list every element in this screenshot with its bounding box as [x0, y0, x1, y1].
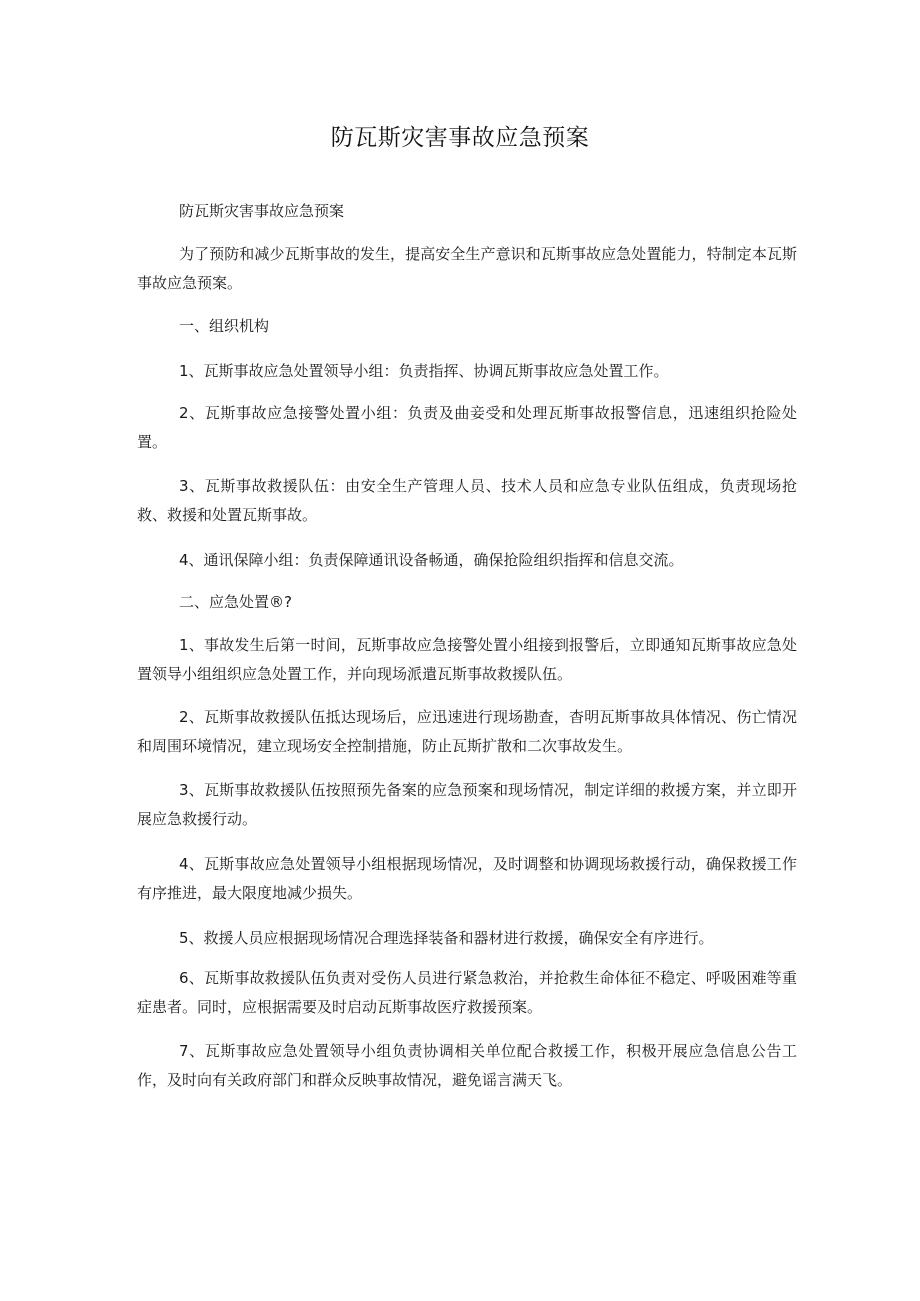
subtitle: 防瓦斯灾害事故应急预案 [179, 202, 345, 220]
list-item: 2、瓦斯事故应急接警处置小组：负责及曲妾受和处理瓦斯事故报警信息，迅速组织抢险处置。 [137, 404, 797, 451]
list-item: 1、瓦斯事故应急处置领导小组：负责指挥、协调瓦斯事故应急处置工作。 [179, 362, 669, 380]
list-item: 5、救援人员应根据现场情况合理选择装备和器材进行救援，确保安全有序进行。 [179, 929, 714, 947]
page-title: 防瓦斯灾害事故应急预案 [330, 125, 590, 151]
list-item: 4、通讯保障小组：负责保障通讯设备畅通，确保抢险组织指挥和信息交流。 [179, 551, 684, 569]
list-item: 6、瓦斯事故救援队伍负责对受伤人员进行紧急救治，并抢救生命体征不稳定、呼吸困难等重症患者。同时，应根据需要及时启动瓦斯事故医疗救援预案。 [137, 969, 797, 1016]
list-item: 4、瓦斯事故应急处置领导小组根据现场情况，及时调整和协调现场救援行动，确保救援工作有序推进，最大限度地减少损失。 [137, 855, 797, 902]
section-heading-organization: 一、组织机构 [179, 317, 270, 335]
list-item: 3、瓦斯事故救援队伍按照预先备案的应急预案和现场情况，制定详细的救援方案，并立即开展应急救援行动。 [137, 781, 797, 828]
list-item: 3、瓦斯事故救援队伍：由安全生产管理人员、技术人员和应急专业队伍组成，负责现场抢救、救援和处置瓦斯事故。 [137, 477, 797, 524]
intro-paragraph: 为了预防和减少瓦斯事故的发生，提高安全生产意识和瓦斯事故应急处置能力，特制定本瓦斯事故应急预案。 [137, 245, 797, 292]
list-item: 2、瓦斯事故救援队伍抵达现场后，应迅速进行现场勘查，杳明瓦斯事故具体情况、伤亡情况和周围环境情况，建立现场安全控制措施，防止瓦斯扩散和二次事故发生。 [137, 708, 797, 755]
section-heading-emergency: 二、应急处置®? [179, 593, 292, 611]
list-item: 1、事故发生后第一时间，瓦斯事故应急接警处置小组接到报警后，立即通知瓦斯事故应急处置领导小组组织应急处置工作，并向现场派遣瓦斯事故救援队伍。 [137, 636, 797, 683]
list-item: 7、瓦斯事故应急处置领导小组负责协调相关单位配合救援工作，积极开展应急信息公告工作，及时向有关政府部门和群众反映事故情况，避免谣言满天飞。 [137, 1042, 797, 1089]
